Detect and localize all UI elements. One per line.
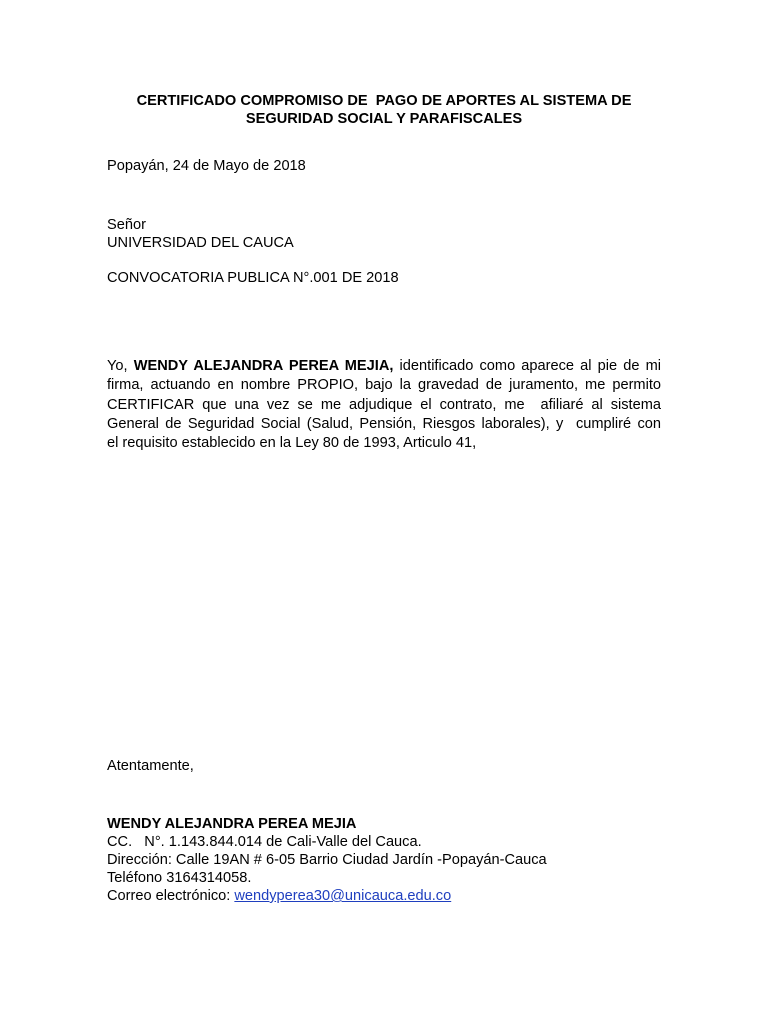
title-line-2: SEGURIDAD SOCIAL Y PARAFISCALES bbox=[245, 111, 523, 127]
signature-email-line bbox=[107, 887, 451, 905]
reference-line: CONVOCATORIA PUBLICA N°.001 DE 2018 bbox=[107, 270, 399, 286]
recipient-institution: UNIVERSIDAD DEL CAUCA bbox=[107, 235, 294, 251]
signature-name: WENDY ALEJANDRA PEREA MEJIA bbox=[107, 816, 357, 832]
email-link[interactable]: wendyperea30@unicauca.edu.co bbox=[234, 888, 452, 904]
closing: Atentamente, bbox=[107, 758, 194, 774]
email-label: Correo electrónico: bbox=[107, 888, 235, 904]
paragraph-line-2: firma, actuando en nombre PROPIO, bajo la gravedad de juramento, me permito bbox=[107, 377, 661, 394]
declarant-name: WENDY ALEJANDRA PEREA MEJIA, bbox=[133, 358, 394, 374]
signature-address: Dirección: Calle 19AN # 6-05 Barrio Ciudad Jardín -Popayán-Cauca bbox=[107, 852, 547, 868]
date-line: Popayán, 24 de Mayo de 2018 bbox=[107, 158, 306, 174]
signature-id: CC. N°. 1.143.844.014 de Cali-Valle del Cauca. bbox=[107, 834, 422, 850]
paragraph-line-3: CERTIFICAR que una vez se me adjudique el contrato, me afiliaré al sistema bbox=[107, 396, 661, 413]
paragraph-line-4: General de Seguridad Social (Salud, Pensión, Riesgos laborales), y cumpliré con bbox=[107, 415, 661, 432]
title-line-1: CERTIFICADO COMPROMISO DE PAGO DE APORTES AL SISTEMA DE bbox=[136, 93, 632, 109]
paragraph-line-1-rest: identificado como aparece al pie de mi bbox=[393, 358, 661, 374]
signature-phone: Teléfono 3164314058. bbox=[107, 870, 252, 886]
paragraph-line-1 bbox=[107, 357, 661, 376]
document-title bbox=[107, 92, 661, 128]
salutation: Señor bbox=[107, 217, 146, 233]
certification-paragraph bbox=[107, 357, 661, 453]
paragraph-intro: Yo, bbox=[107, 358, 134, 374]
paragraph-line-5: el requisito establecido en la Ley 80 de 1993, Articulo 41, bbox=[107, 435, 477, 452]
